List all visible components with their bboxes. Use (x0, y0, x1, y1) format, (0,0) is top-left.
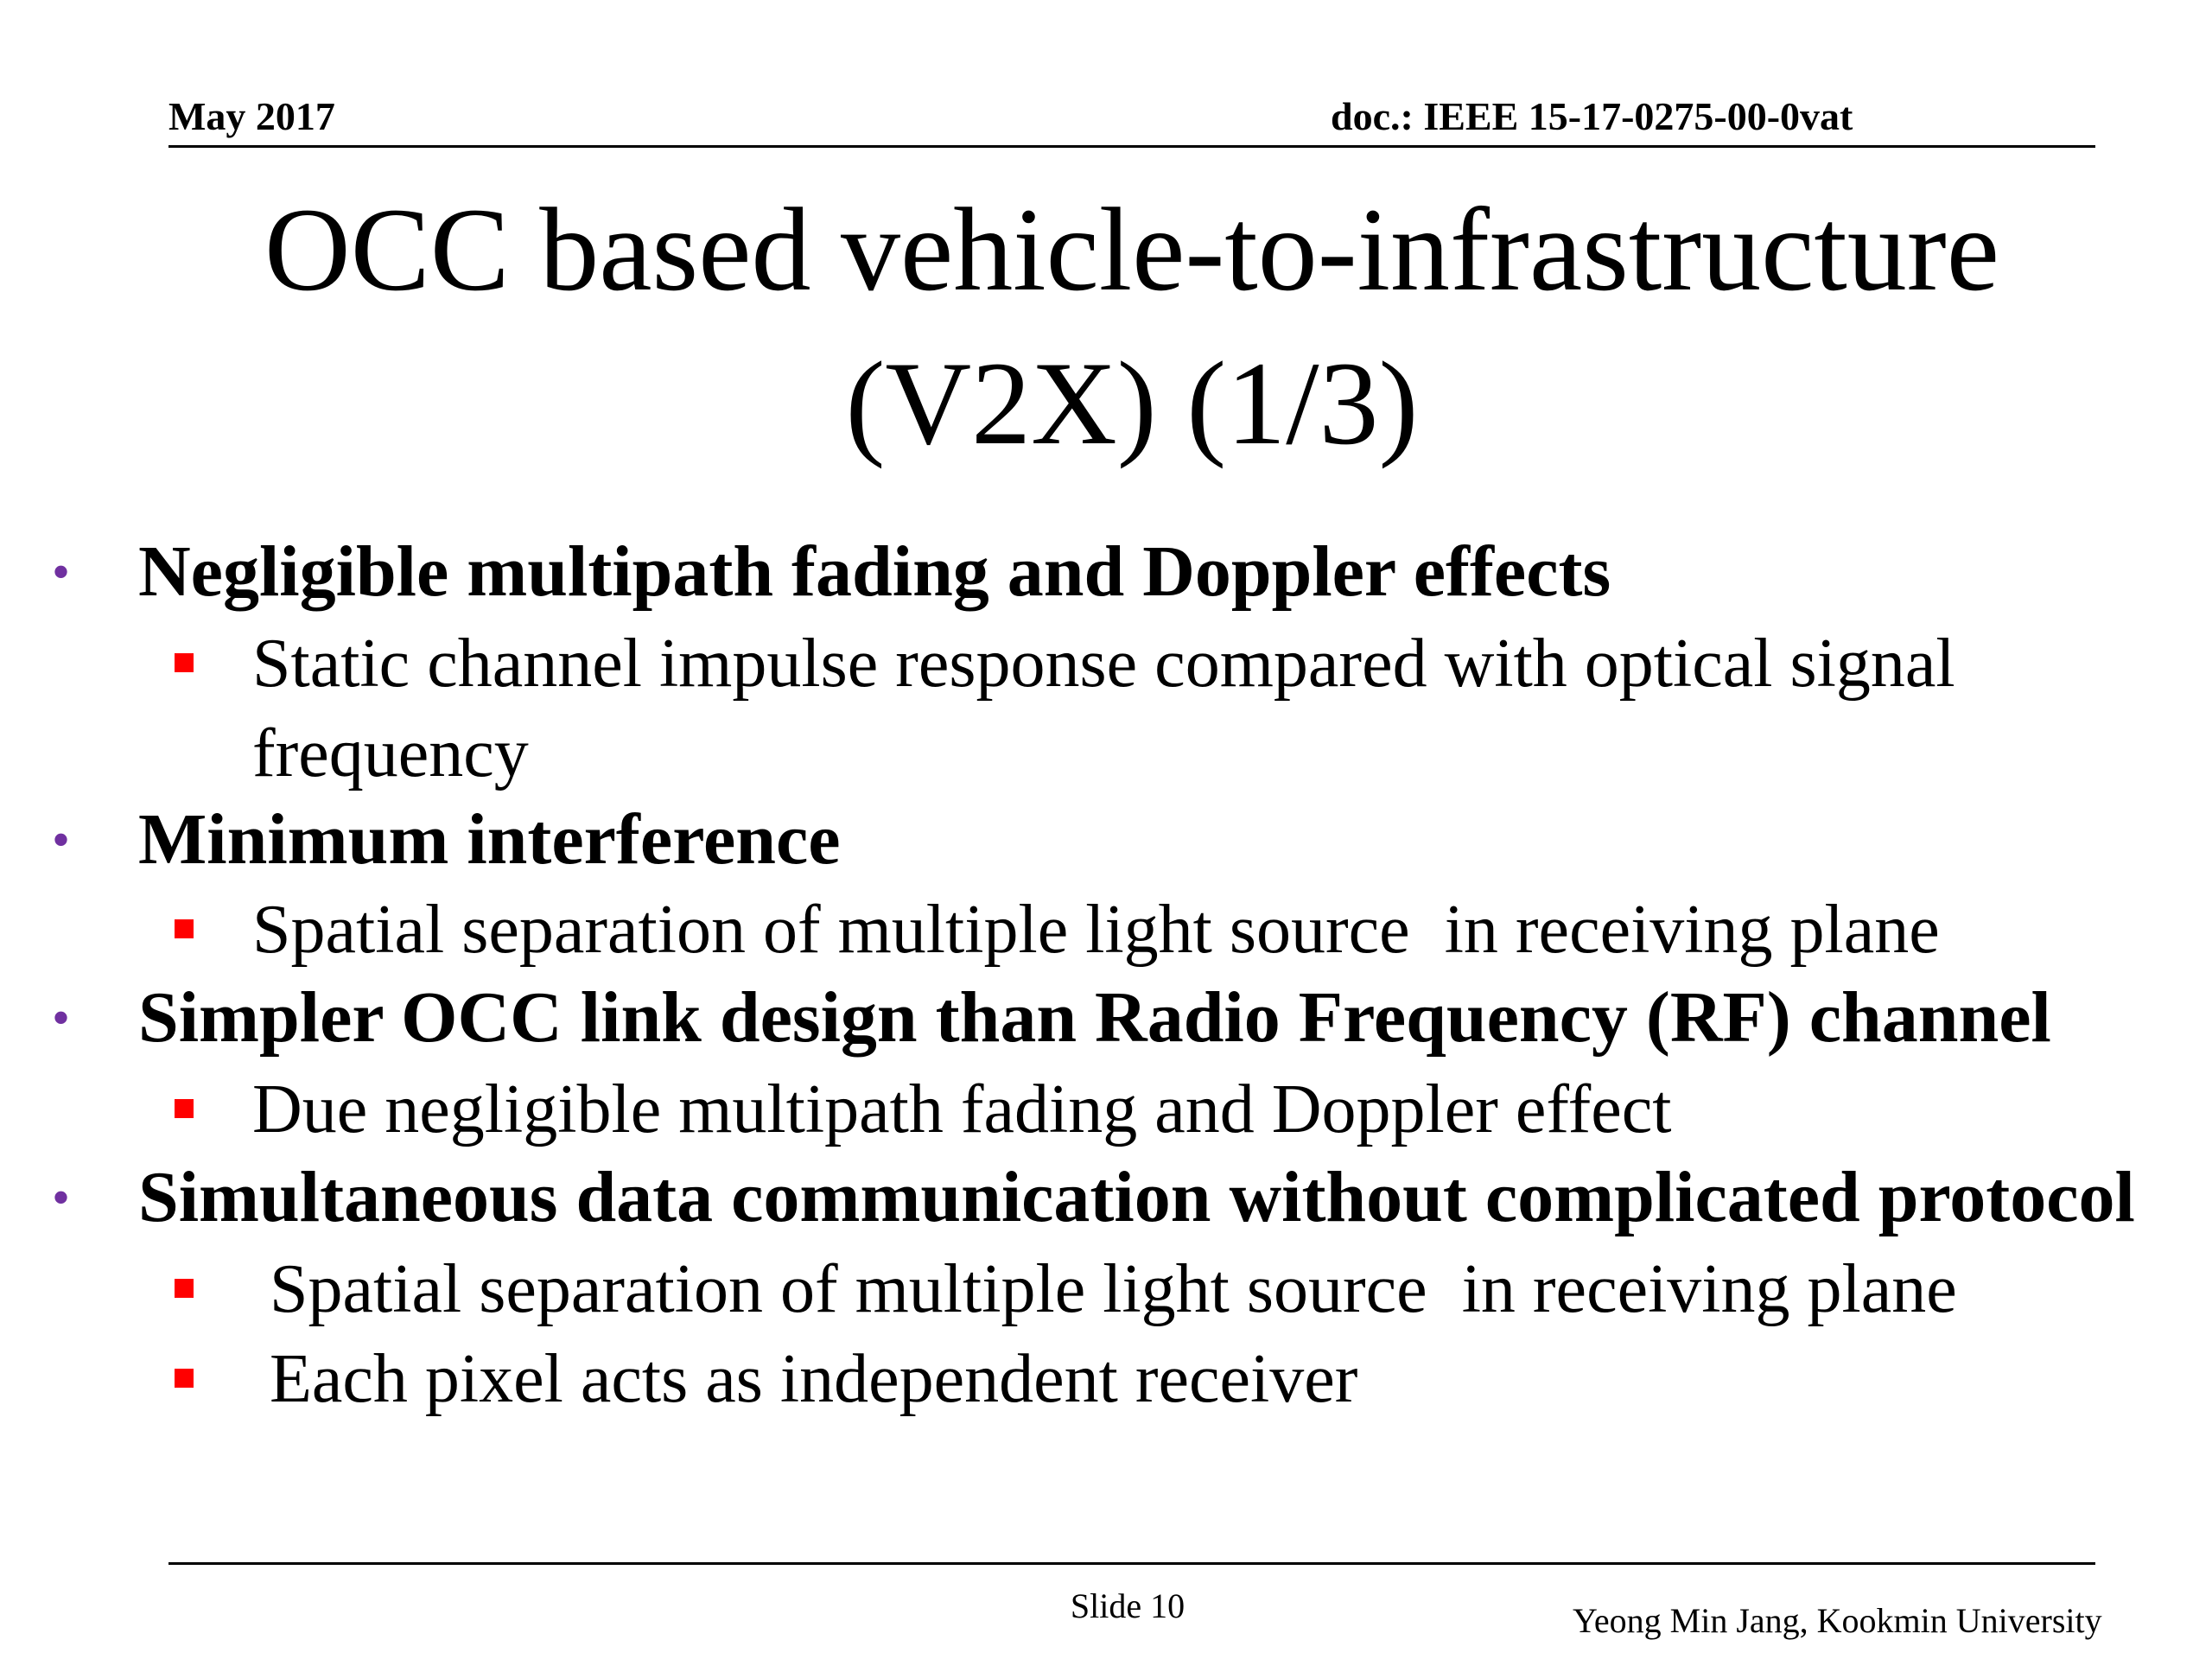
header-doc-id: doc.: IEEE 15-17-0275-00-0vat (1331, 94, 1853, 138)
bullet-text: Minimum interference (138, 799, 841, 880)
bullet-dot-icon: • (52, 989, 71, 1046)
bullet-item-2 (52, 797, 841, 883)
sub-bullet-text-line-2: frequency (252, 715, 529, 791)
sub-bullet-item-3-1 (252, 1065, 1671, 1154)
bullet-item-3 (52, 975, 2051, 1061)
slide-number: Slide 10 (1070, 1586, 1185, 1625)
bullet-dot-icon: • (52, 1169, 71, 1226)
slide-title (112, 173, 2152, 480)
sub-bullet-text: Due negligible multipath fading and Doppler effect (252, 1071, 1672, 1147)
sub-bullet-text-line-1: Static channel impulse response compared with optical signal (252, 626, 1955, 702)
square-bullet-icon (175, 653, 194, 672)
footer-author: Yeong Min Jang, Kookmin University (1573, 1601, 2102, 1640)
slide-title-line-2: (V2X) (1/3) (845, 337, 1419, 469)
bullet-dot-icon: • (52, 543, 71, 601)
footer-rule (168, 1562, 2095, 1565)
bullet-text: Negligible multipath fading and Doppler effects (138, 531, 1611, 612)
bullet-text: Simpler OCC link design than Radio Frequency (RF) channel (138, 977, 2051, 1058)
bullet-text: Simultaneous data communication without complicated protocol (138, 1157, 2135, 1237)
bullet-item-1 (52, 529, 1611, 615)
sub-bullet-item-1-1 (252, 619, 1955, 798)
square-bullet-icon (175, 1369, 194, 1388)
square-bullet-icon (175, 1099, 194, 1118)
header-date: May 2017 (168, 94, 335, 138)
sub-bullet-text: Spatial separation of multiple light source in receiving plane (252, 1251, 1957, 1327)
sub-bullet-item-4-1 (252, 1244, 1957, 1334)
square-bullet-icon (175, 919, 194, 938)
bullet-dot-icon: • (52, 811, 71, 868)
sub-bullet-text: Spatial separation of multiple light source in receiving plane (252, 892, 1940, 968)
slide-title-line-1: OCC based vehicle-to-infrastructure (264, 183, 1999, 315)
sub-bullet-text: Each pixel acts as independent receiver (252, 1341, 1358, 1417)
bullet-item-4 (52, 1154, 2135, 1241)
sub-bullet-item-2-1 (252, 885, 1940, 975)
square-bullet-icon (175, 1279, 194, 1298)
header-rule (168, 145, 2095, 148)
sub-bullet-item-4-2 (252, 1334, 1357, 1424)
